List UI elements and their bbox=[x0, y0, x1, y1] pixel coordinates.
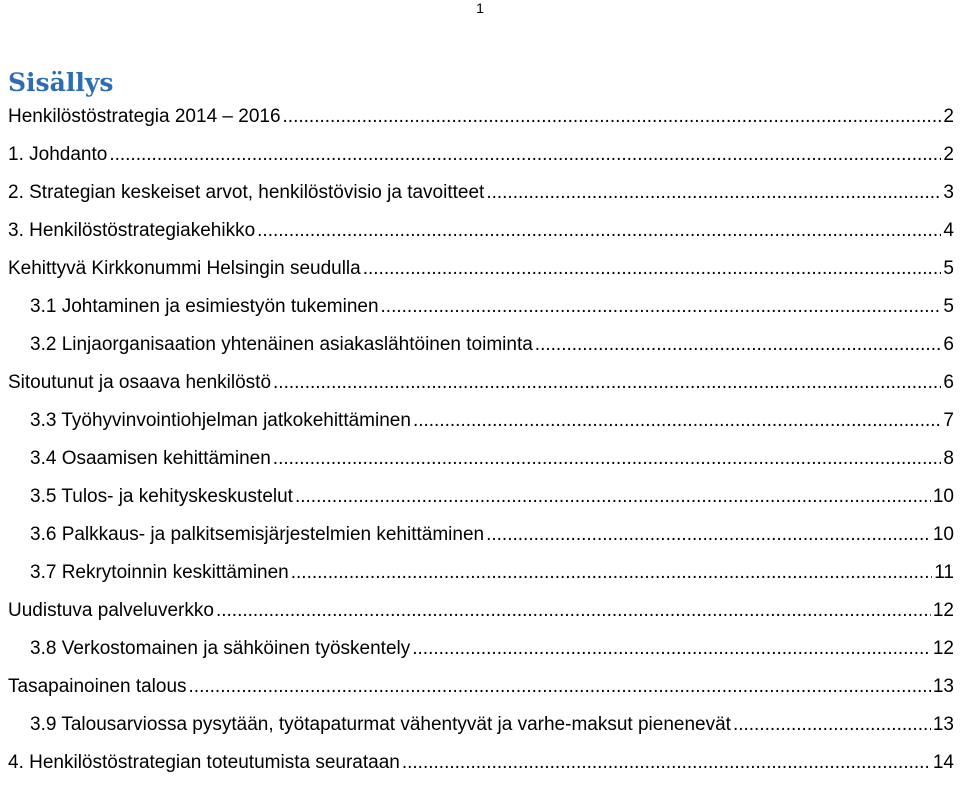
toc-entry[interactable] bbox=[0, 554, 954, 592]
toc-entry-page: 12 bbox=[932, 638, 954, 659]
toc-entry-page: 10 bbox=[932, 524, 954, 545]
toc-title: Sisällys bbox=[8, 68, 114, 97]
toc-entry-label: 3.3 Työhyvinvointiohjelman jatkokehittäminen bbox=[30, 410, 411, 431]
toc-entry-page: 12 bbox=[932, 600, 954, 621]
toc-entry-page: 10 bbox=[932, 486, 954, 507]
toc-entry-page: 6 bbox=[943, 372, 954, 393]
toc-entry-page: 5 bbox=[943, 296, 954, 317]
toc-dot-leader bbox=[486, 523, 931, 547]
toc-dot-leader bbox=[283, 105, 942, 129]
toc-dot-leader bbox=[273, 371, 941, 395]
toc-entry-page: 13 bbox=[932, 714, 954, 735]
toc-entry-label: 1. Johdanto bbox=[8, 144, 108, 165]
toc-dot-leader bbox=[109, 143, 941, 167]
toc-entry-label: 3.7 Rekrytoinnin keskittäminen bbox=[30, 562, 289, 583]
toc-dot-leader bbox=[402, 751, 931, 775]
toc-entry-label: Kehittyvä Kirkkonummi Helsingin seudulla bbox=[8, 258, 361, 279]
toc-entry-label: 4. Henkilöstöstrategian toteutumista seurataan bbox=[8, 752, 400, 773]
toc-entry-page: 5 bbox=[943, 258, 954, 279]
toc-entry[interactable] bbox=[0, 250, 954, 288]
toc-dot-leader bbox=[413, 409, 941, 433]
toc-dot-leader bbox=[381, 295, 942, 319]
toc-entry[interactable] bbox=[0, 516, 954, 554]
toc-dot-leader bbox=[486, 181, 941, 205]
toc-entry-label: 3.2 Linjaorganisaation yhtenäinen asiakaslähtöinen toiminta bbox=[30, 334, 533, 355]
toc-entry[interactable] bbox=[0, 478, 954, 516]
toc-entry[interactable] bbox=[0, 326, 954, 364]
toc-entry[interactable] bbox=[0, 630, 954, 668]
toc-entry-label: Sitoutunut ja osaava henkilöstö bbox=[8, 372, 272, 393]
toc-entry[interactable] bbox=[0, 136, 954, 174]
toc-entry-page: 2 bbox=[943, 106, 954, 127]
toc-entry-label: 2. Strategian keskeiset arvot, henkilöstövisio ja tavoitteet bbox=[8, 182, 485, 203]
toc-entry-label: 3.5 Tulos- ja kehityskeskustelut bbox=[30, 486, 293, 507]
toc-entry[interactable] bbox=[0, 288, 954, 326]
toc-entry-label: Uudistuva palveluverkko bbox=[8, 600, 214, 621]
toc-entry-page: 7 bbox=[943, 410, 954, 431]
toc-entry-page: 14 bbox=[932, 752, 954, 773]
toc-entry[interactable] bbox=[0, 668, 954, 706]
toc-dot-leader bbox=[363, 257, 942, 281]
table-of-contents bbox=[0, 98, 960, 782]
toc-entry-page: 13 bbox=[932, 676, 954, 697]
toc-entry[interactable] bbox=[0, 440, 954, 478]
toc-entry-label: 3.1 Johtaminen ja esimiestyön tukeminen bbox=[30, 296, 379, 317]
toc-dot-leader bbox=[189, 675, 931, 699]
toc-dot-leader bbox=[216, 599, 931, 623]
toc-dot-leader bbox=[257, 219, 941, 243]
page-number: 1 bbox=[476, 0, 484, 16]
toc-entry[interactable] bbox=[0, 706, 954, 744]
toc-entry-label: 3.8 Verkostomainen ja sähköinen työskentely bbox=[30, 638, 411, 659]
toc-entry-label: 3.6 Palkkaus- ja palkitsemisjärjestelmien kehittäminen bbox=[30, 524, 485, 545]
toc-entry-label: Tasapainoinen talous bbox=[8, 676, 187, 697]
toc-dot-leader bbox=[733, 713, 931, 737]
toc-dot-leader bbox=[295, 485, 931, 509]
toc-entry-page: 2 bbox=[943, 144, 954, 165]
toc-entry-page: 3 bbox=[943, 182, 954, 203]
toc-entry-page: 4 bbox=[943, 220, 954, 241]
toc-dot-leader bbox=[535, 333, 942, 357]
toc-entry[interactable] bbox=[0, 212, 954, 250]
toc-entry-page: 8 bbox=[943, 448, 954, 469]
toc-entry[interactable] bbox=[0, 174, 954, 212]
toc-entry-page: 6 bbox=[943, 334, 954, 355]
toc-dot-leader bbox=[273, 447, 942, 471]
toc-entry-label: Henkilöstöstrategia 2014 – 2016 bbox=[8, 106, 281, 127]
toc-entry-label: 3. Henkilöstöstrategiakehikko bbox=[8, 220, 256, 241]
toc-dot-leader bbox=[412, 637, 931, 661]
toc-entry-label: 3.4 Osaamisen kehittäminen bbox=[30, 448, 271, 469]
toc-entry[interactable] bbox=[0, 592, 954, 630]
toc-entry-label: 3.9 Talousarviossa pysytään, työtapaturmat vähentyvät ja varhe-maksut pienenevät bbox=[30, 714, 731, 735]
toc-entry[interactable] bbox=[0, 744, 954, 782]
toc-dot-leader bbox=[291, 561, 933, 585]
toc-entry[interactable] bbox=[0, 402, 954, 440]
toc-entry-page: 11 bbox=[934, 562, 954, 583]
toc-entry[interactable] bbox=[0, 364, 954, 402]
toc-entry[interactable] bbox=[0, 98, 954, 136]
